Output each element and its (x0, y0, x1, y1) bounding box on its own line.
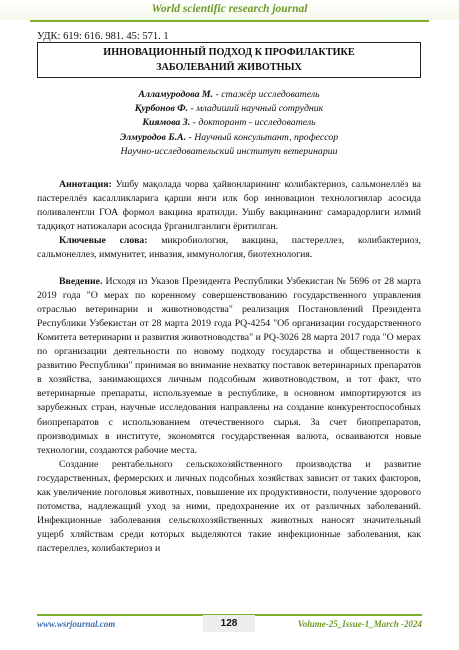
author-name: Киямова З. (142, 117, 191, 129)
journal-url-link[interactable]: www.wsrjournal.com (37, 619, 116, 629)
journal-title: World scientific research journal (151, 3, 308, 15)
annotation-paragraph (37, 178, 421, 234)
author-3 (37, 116, 421, 130)
intro-text: Исходя из Указов Президента Республики Узбекистан № 5696 от 28 марта 2019 года "О мерах по коренному совершенствованию государственного управления отраслью ветеринарии и животноводства" реализация Постановлений Президента Республики Узбекистан от 28 марта 2019 года PQ-4254 "Об организации государственного Комитета ветеринарии и развития животноводства" и PQ-3026 28 марта 2017 года "О мерах по организации деятельности по новому подходу государства и общественности к развитию Республики" принимая во внимание нехватку поставок ветеринарных препаратов в хозяйства, занимающихся личным подсобным животноводством, и тот факт, что ветеринарные препараты, используемые в республике, в основном импортируются из зарубежных стран, научные исследования направлены на создание конкурентоспособных биопрепаратов с использованием отечественного сырья. За счет биопрепаратов, производимых в институте, экономятся государственная валюта, осваиваются новые технологии, создаются рабочие места. (37, 275, 421, 456)
author-name: Алламуродова М. (138, 89, 214, 100)
annotation-label: Аннотация: (59, 179, 112, 190)
article-body (37, 178, 421, 556)
author-4 (37, 131, 421, 145)
page-footer (37, 614, 422, 634)
author-role: - младиший научный сотрудник (188, 103, 324, 115)
volume-info: Volume-25_Issue-1_March -2024 (297, 619, 422, 629)
header-rule (30, 20, 429, 22)
title-line-1: ИННОВАЦИОННЫЙ ПОДХОД К ПРОФИЛАКТИКЕ (103, 47, 355, 58)
intro-paragraph (37, 275, 421, 458)
article-title (37, 42, 421, 78)
author-name: Қурбонов Ф. (134, 103, 189, 115)
intro-label: Введение. (59, 275, 103, 287)
journal-header (0, 0, 459, 22)
keywords-text: микробиология, вакцина, пастереллез, колибактериоз, сальмонеллез, иммунитет, инвазия, иммунология, биотехнология. (37, 235, 421, 261)
author-2 (37, 102, 421, 116)
institute: Научно-исследовательский институт ветеринарии (120, 145, 338, 157)
author-role: - Научный консультант, профессор (186, 131, 339, 143)
author-name: Элмуродов Б.А. (119, 131, 187, 143)
author-1 (37, 88, 421, 102)
paragraph-2: Создание рентабельного сельскохозяйственного производства и развитие государственных, фермерских и личных подсобных хозяйствах зависит от таких факторов, как увеличение поголовья животных, повышение их продуктивности, получение здорового потомства, надлежащий уход за ними, предохранение их от различных заболеваний. Инфекционные заболевания сельскохозяйственных животных наносят значительный ущерб хляйствам среди которых выделяются такие инфекционные заболевания, как пастереллез, колибактериоз и (37, 458, 421, 555)
author-role: - стажёр исследователь (213, 89, 320, 100)
keywords-label: Ключевые слова: (59, 235, 148, 247)
annotation-text: Ушбу мақолада чорва ҳайвонларининг колибактериоз, сальмонеллёз ва пастереллёз касалликларига қарши янги илк бор инновацион технологиялар асосида поливалентли ГОА формол вакцина яратилди. Ушбу вакцинанинг самарадорлиги илмий тадқиқот натижалари асосида ўрганилганлиги ёритилган. (37, 179, 421, 233)
author-block (37, 88, 421, 159)
udk-code: УДК: 619: 616. 981. 45: 571. 1 (37, 31, 169, 42)
keywords-paragraph (37, 234, 421, 262)
author-role: - докторант - исследователь (190, 117, 316, 129)
title-line-2: ЗАБОЛЕВАНИЙ ЖИВОТНЫХ (156, 62, 302, 73)
page-number: 128 (203, 615, 255, 632)
